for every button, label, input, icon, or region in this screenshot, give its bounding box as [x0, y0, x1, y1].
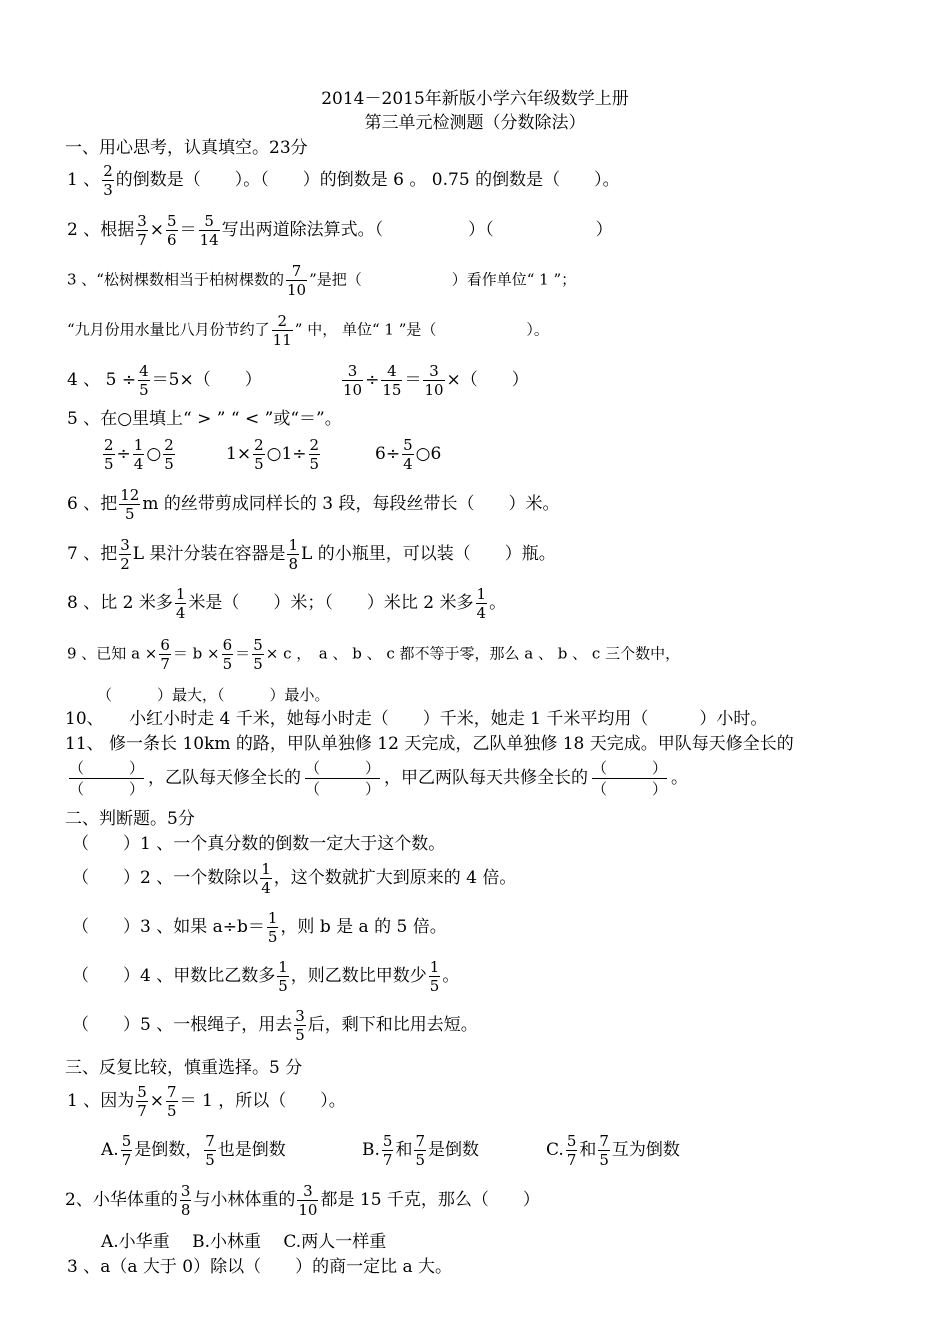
text-segment: ○6	[415, 444, 442, 464]
fraction	[121, 1132, 133, 1169]
question-3a	[67, 262, 576, 299]
fraction	[204, 1132, 216, 1169]
fraction-numerator: 2	[104, 436, 114, 454]
fraction-denominator: 4	[476, 604, 487, 622]
fraction-denominator: 10	[298, 1201, 318, 1219]
text-segment: 3 、“松树棵数相当于柏树棵数的	[67, 270, 284, 289]
page-title: 2014－2015年新版小学六年级数学上册	[321, 89, 629, 109]
fraction-denominator: 6	[167, 231, 177, 249]
text-segment: 写出两道除法算式。（ ）（ ）	[221, 220, 613, 240]
fraction-denominator: 5	[125, 505, 135, 523]
fraction-denominator: 5	[167, 1102, 177, 1120]
question-8	[67, 585, 506, 622]
text-segment: “九月份用水量比八月份节约了	[67, 320, 270, 339]
fraction-numerator: 2	[164, 436, 174, 454]
fraction-numerator: 1	[476, 585, 487, 603]
fraction-numerator: 12	[120, 486, 140, 504]
choice-1-option-a	[101, 1132, 286, 1169]
fraction	[305, 758, 380, 799]
blank-fraction	[69, 758, 144, 799]
fraction-denominator: 4	[133, 455, 144, 473]
text-segment: A.	[101, 1140, 119, 1160]
fraction	[598, 1132, 610, 1169]
fraction-numerator: 6	[222, 636, 233, 654]
text-segment: 9 、已知 a ×	[67, 644, 158, 663]
text-segment: 和	[395, 1140, 413, 1160]
fraction	[159, 636, 171, 673]
judge-2	[72, 860, 516, 897]
fraction-numerator: 1	[133, 436, 144, 454]
text-segment: ＝5×（ ）	[151, 370, 262, 390]
question-4a	[67, 362, 262, 399]
fraction-denominator: 5	[254, 455, 264, 473]
text-segment: ，则乙数比甲数少	[290, 966, 427, 986]
text-segment: 后，剩下和比用去短。	[307, 1015, 478, 1035]
fraction-numerator: 5	[199, 212, 220, 231]
fraction	[180, 1182, 192, 1219]
fraction-denominator: 8	[180, 1201, 191, 1219]
fraction-numerator: 5	[253, 636, 263, 654]
fraction-denominator: 10	[343, 381, 363, 399]
fraction-numerator: 3	[423, 362, 444, 381]
question-11a: 11、 修一条长 10km 的路，甲队单独修 12 天完成，乙队单独修 18 天完成。甲队每天修全长的	[65, 734, 794, 754]
fraction	[166, 1083, 178, 1120]
section-2-heading: 二、判断题。5分	[65, 809, 195, 829]
text-segment: ，则 b 是 a 的 5 倍。	[280, 917, 447, 937]
fraction-denominator: 5	[415, 1151, 425, 1169]
section-1-heading: 一、用心思考，认真填空。23分	[65, 138, 308, 158]
fraction-numerator: 5	[403, 436, 413, 454]
judge-4	[72, 958, 459, 995]
fraction-numerator: 2	[103, 162, 113, 180]
fraction	[342, 362, 363, 399]
question-7	[67, 536, 556, 573]
fraction-numerator: 4	[139, 362, 149, 380]
question-1	[67, 162, 620, 199]
fraction-numerator: 1	[267, 909, 278, 927]
judge-3	[72, 909, 447, 946]
question-5-expr-1	[101, 436, 177, 473]
text-segment: × c ， a 、 b 、 c 都不等于零，那么 a 、 b 、 c 三个数中，	[265, 644, 681, 663]
fraction-denominator: 7	[160, 655, 170, 673]
fraction-denominator: 10	[424, 381, 444, 399]
question-4b	[340, 362, 529, 399]
fraction	[382, 1132, 394, 1169]
fraction-denominator: 14	[199, 231, 219, 249]
fraction-denominator: 5	[104, 455, 114, 473]
fraction-numerator: 2	[254, 436, 264, 454]
fraction	[175, 585, 187, 622]
text-segment: 2、小华体重的	[65, 1190, 178, 1210]
fraction-numerator: 1	[261, 860, 271, 878]
text-segment: L 果汁分装在容器是	[132, 544, 286, 564]
text-segment: ×	[149, 1091, 165, 1111]
text-segment: （ ）5 、一根绳子，用去	[72, 1015, 293, 1035]
fraction	[119, 536, 131, 573]
fraction-numerator: 4	[381, 362, 402, 381]
fraction-numerator: 1	[278, 958, 288, 976]
fraction-numerator: 3	[295, 1007, 305, 1025]
text-segment: ，乙队每天修全长的	[148, 768, 302, 788]
fraction	[286, 262, 307, 299]
text-segment: 是倒数，	[134, 1140, 203, 1160]
fraction	[136, 212, 148, 249]
fraction-denominator: 7	[566, 1151, 577, 1169]
fraction	[260, 860, 272, 897]
choice-1-option-c	[546, 1132, 680, 1169]
fraction-denominator: 5	[267, 928, 278, 946]
fraction-denominator: 5	[599, 1151, 609, 1169]
text-segment: ＝	[179, 220, 197, 240]
text-segment: L 的小瓶里，可以装（ ）瓶。	[301, 544, 556, 564]
section-3-heading: 三、反复比较，慎重选择。5 分	[65, 1058, 303, 1078]
fraction-numerator: 2	[272, 312, 293, 331]
text-segment: 是倒数	[428, 1140, 479, 1160]
fraction-numerator: 1	[429, 958, 440, 976]
text-segment: 1 、因为	[67, 1091, 135, 1111]
fraction	[272, 312, 293, 349]
fraction-denominator: 5	[139, 381, 149, 399]
text-segment: 7 、把	[67, 544, 118, 564]
question-11b	[65, 758, 688, 799]
fraction	[199, 212, 220, 249]
fraction-numerator: 3	[137, 212, 147, 230]
fraction-numerator: 5	[121, 1132, 132, 1150]
fraction-denominator: （ ）	[305, 780, 381, 798]
text-segment: ×（ ）	[446, 370, 529, 390]
fraction	[309, 436, 321, 473]
fraction-numerator: 5	[137, 1083, 147, 1101]
text-segment: 的倒数是（ ）。（ ）的倒数是 6 。 0.75 的倒数是（ ）。	[115, 170, 620, 190]
text-segment: ÷	[365, 370, 380, 390]
fraction	[566, 1132, 578, 1169]
fraction	[138, 362, 150, 399]
fraction	[297, 1182, 318, 1219]
fraction-numerator: 1	[288, 536, 299, 554]
text-segment: 6 、把	[67, 494, 118, 514]
choice-2-options: A.小华重 B.小林重 C.两人一样重	[101, 1232, 387, 1252]
fraction-denominator: 5	[253, 655, 263, 673]
text-segment: ＝	[404, 370, 422, 390]
text-segment: ”是把（ ）看作单位“ 1 ”；	[309, 270, 577, 289]
choice-1-option-b	[362, 1132, 479, 1169]
fraction	[133, 436, 145, 473]
text-segment: 都是 15 千克，那么（ ）	[320, 1190, 540, 1210]
fraction-numerator: 7	[205, 1132, 215, 1150]
text-segment: （ ）4 、甲数比乙数多	[72, 966, 276, 986]
fraction-numerator: 1	[175, 585, 186, 603]
fraction-denominator: 2	[120, 555, 130, 573]
fraction-denominator: 3	[103, 181, 113, 199]
fraction-denominator: 7	[137, 1102, 147, 1120]
text-segment: ＝	[235, 644, 251, 663]
text-segment: 6÷	[375, 444, 401, 464]
page-subtitle: 第三单元检测题（分数除法）	[364, 113, 586, 133]
fraction-numerator: （ ）	[592, 759, 668, 777]
fraction-denominator: 10	[286, 281, 307, 299]
question-10: 10、 小红小时走 4 千米，她每小时走（ ）千米，她走 1 千米平均用（ ）小时。	[65, 709, 768, 729]
text-segment: 4 、 5 ÷	[67, 370, 137, 390]
fraction	[277, 958, 289, 995]
fraction-numerator: 7	[599, 1132, 609, 1150]
fraction-denominator: 5	[295, 1026, 305, 1044]
fraction	[381, 362, 402, 399]
fraction	[294, 1007, 306, 1044]
text-segment: ，甲乙两队每天共修全长的	[384, 768, 589, 788]
choice-1	[67, 1083, 346, 1120]
text-segment: 2 、根据	[67, 220, 135, 240]
fraction-numerator: 2	[309, 436, 320, 454]
text-segment: C.	[546, 1140, 564, 1160]
fraction-numerator: 6	[160, 636, 170, 654]
fraction-denominator: 7	[121, 1151, 132, 1169]
fraction-numerator: 3	[120, 536, 130, 554]
fraction-denominator: （ ）	[69, 780, 145, 798]
text-segment: 米是（ ）米；（ ）米比 2 米多	[188, 593, 474, 613]
fraction	[119, 486, 140, 523]
fraction-denominator: 8	[288, 555, 299, 573]
text-segment: 1 、	[67, 170, 101, 190]
fraction-numerator: （ ）	[69, 759, 145, 777]
fraction-numerator: 3	[342, 362, 363, 381]
fraction-denominator: 5	[429, 977, 440, 995]
fraction-denominator: 7	[137, 231, 147, 249]
question-9a	[67, 636, 680, 673]
text-segment: 1×	[226, 444, 252, 464]
fraction	[414, 1132, 426, 1169]
choice-3: 3 、a（a 大于 0）除以（ ）的商一定比 a 大。	[67, 1257, 453, 1277]
fraction-numerator: 3	[297, 1182, 318, 1201]
fraction-numerator: （ ）	[305, 759, 381, 777]
fraction-numerator: 5	[167, 212, 177, 230]
text-segment: 互为倒数	[611, 1140, 680, 1160]
question-2	[67, 212, 613, 249]
question-6	[67, 486, 559, 523]
text-segment: ，这个数就扩大到原来的 4 倍。	[273, 868, 517, 888]
fraction-denominator: 4	[403, 455, 413, 473]
fraction	[253, 436, 265, 473]
fraction	[166, 212, 178, 249]
fraction	[222, 636, 234, 673]
text-segment: 。	[442, 966, 460, 986]
text-segment: ＝ 1 ，所以（ ）。	[179, 1091, 346, 1111]
judge-5	[72, 1007, 478, 1044]
fraction-denominator: 5	[278, 977, 288, 995]
text-segment: ×	[149, 220, 165, 240]
fraction-denominator: 5	[309, 455, 320, 473]
fraction	[136, 1083, 148, 1120]
fraction-denominator: 5	[164, 455, 174, 473]
fraction-numerator: 3	[180, 1182, 191, 1200]
fraction	[267, 909, 279, 946]
text-segment: B.	[362, 1140, 380, 1160]
question-5: 5 、在○里填上“ > ” “ < ”或“＝”。	[67, 409, 342, 429]
text-segment: ○	[146, 444, 162, 464]
fraction-denominator: 5	[222, 655, 233, 673]
text-segment: ＝ b ×	[172, 644, 220, 663]
fraction	[476, 585, 488, 622]
text-segment: 8 、比 2 米多	[67, 593, 173, 613]
text-segment: ” 中， 单位“ 1 ”是（ ）。	[294, 320, 549, 339]
judge-1: （ ）1 、一个真分数的倒数一定大于这个数。	[72, 834, 446, 854]
choice-2	[65, 1182, 540, 1219]
fraction-numerator: 7	[167, 1083, 177, 1101]
text-segment: （ ）3 、如果 a÷b＝	[72, 917, 265, 937]
fraction	[103, 436, 115, 473]
fraction	[102, 162, 114, 199]
text-segment: （ ）2 、一个数除以	[72, 868, 259, 888]
text-segment: 与小林体重的	[193, 1190, 296, 1210]
text-segment: m 的丝带剪成同样长的 3 段，每段丝带长（ ）米。	[142, 494, 560, 514]
question-3b	[67, 312, 549, 349]
fraction	[423, 362, 444, 399]
fraction-denominator: 15	[382, 381, 402, 399]
text-segment: 。	[671, 768, 689, 788]
text-segment: 。	[489, 593, 507, 613]
fraction-denominator: 5	[205, 1151, 215, 1169]
fraction	[287, 536, 299, 573]
fraction	[429, 958, 441, 995]
fraction	[163, 436, 175, 473]
text-segment: 也是倒数	[217, 1140, 286, 1160]
fraction-denominator: 7	[382, 1151, 393, 1169]
fraction	[402, 436, 414, 473]
text-segment: ○1÷	[266, 444, 307, 464]
fraction-denominator: （ ）	[592, 780, 668, 798]
fraction-numerator: 7	[286, 262, 307, 281]
fraction-numerator: 5	[382, 1132, 393, 1150]
text-segment: ÷	[116, 444, 131, 464]
fraction-denominator: 4	[175, 604, 186, 622]
fraction-denominator: 11	[272, 331, 292, 349]
question-5-expr-2	[226, 436, 322, 473]
fraction-denominator: 4	[261, 879, 271, 897]
question-9b: （ ）最大，（ ）最小。	[97, 686, 330, 704]
question-5-expr-3	[375, 436, 441, 473]
fraction-numerator: 5	[566, 1132, 577, 1150]
text-segment: 和	[579, 1140, 597, 1160]
fraction	[592, 758, 667, 799]
fraction	[252, 636, 264, 673]
fraction-numerator: 7	[415, 1132, 425, 1150]
